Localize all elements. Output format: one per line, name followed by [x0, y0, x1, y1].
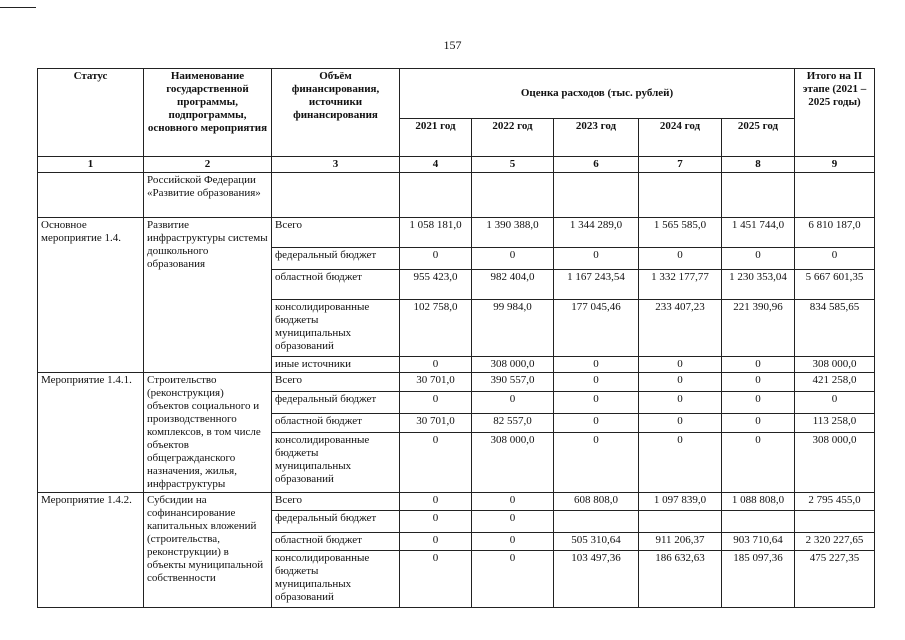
year-value-cell: 0: [400, 391, 472, 414]
continuation-cell: [472, 173, 554, 218]
year-value-cell: 1 230 353,04: [722, 270, 795, 300]
year-value-cell: 99 984,0: [472, 300, 554, 357]
year-value-cell: 1 344 289,0: [554, 218, 639, 248]
status-cell: Основное мероприятие 1.4.: [38, 218, 144, 373]
year-value-cell: 0: [400, 432, 472, 492]
year-value-cell: 0: [554, 414, 639, 433]
table-row: [38, 493, 875, 511]
continuation-status: [38, 173, 144, 218]
continuation-name: Российской Федерации «Развитие образования»: [144, 173, 272, 218]
year-value-cell: 0: [639, 432, 722, 492]
header-status: Статус: [38, 69, 144, 157]
year-value-cell: 1 167 243,54: [554, 270, 639, 300]
total-value-cell: 0: [795, 391, 875, 414]
page-number: 157: [443, 38, 462, 52]
program-name-cell: Субсидии на софинансирование капитальных вложений (строительства, реконструкции) в объекты муниципальной собственности: [144, 493, 272, 608]
year-value-cell: 0: [400, 511, 472, 533]
total-value-cell: 2 795 455,0: [795, 493, 875, 511]
col-number: 6: [554, 157, 639, 173]
year-value-cell: 0: [472, 391, 554, 414]
year-value-cell: 177 045,46: [554, 300, 639, 357]
status-cell: Мероприятие 1.4.1.: [38, 373, 144, 493]
year-value-cell: 1 451 744,0: [722, 218, 795, 248]
total-value-cell: 308 000,0: [795, 432, 875, 492]
funding-source-cell: иные источники: [272, 357, 400, 373]
funding-source-cell: областной бюджет: [272, 533, 400, 551]
year-value-cell: 0: [554, 432, 639, 492]
funding-source-cell: консолидированные бюджеты муниципальных образований: [272, 551, 400, 608]
total-value-cell: 2 320 227,65: [795, 533, 875, 551]
year-value-cell: 0: [472, 248, 554, 270]
program-name-cell: Развитие инфраструктуры системы дошкольного образования: [144, 218, 272, 373]
year-value-cell: 0: [722, 248, 795, 270]
status-cell: Мероприятие 1.4.2.: [38, 493, 144, 608]
year-value-cell: 102 758,0: [400, 300, 472, 357]
year-value-cell: 308 000,0: [472, 357, 554, 373]
total-value-cell: 308 000,0: [795, 357, 875, 373]
funding-source-cell: консолидированные бюджеты муниципальных образований: [272, 300, 400, 357]
table-body: [38, 157, 875, 608]
program-name-cell: Строительство (реконструкция) объектов социального и производственного комплексов, в том числе объектов общегражданского назначения, жилья, инфраструктуры: [144, 373, 272, 493]
top-rule: [0, 7, 36, 8]
header-total: Итого на II этапе (2021 – 2025 годы): [795, 69, 875, 157]
total-value-cell: 6 810 187,0: [795, 218, 875, 248]
year-value-cell: 0: [639, 373, 722, 392]
column-number-row: [38, 157, 875, 173]
year-value-cell: 0: [722, 357, 795, 373]
year-value-cell: 0: [639, 357, 722, 373]
funding-source-cell: Всего: [272, 373, 400, 392]
total-value-cell: 421 258,0: [795, 373, 875, 392]
year-value-cell: [639, 511, 722, 533]
funding-source-cell: федеральный бюджет: [272, 511, 400, 533]
year-value-cell: 0: [722, 414, 795, 433]
year-value-cell: 390 557,0: [472, 373, 554, 392]
year-value-cell: 82 557,0: [472, 414, 554, 433]
year-value-cell: 505 310,64: [554, 533, 639, 551]
year-value-cell: 0: [722, 373, 795, 392]
total-value-cell: 5 667 601,35: [795, 270, 875, 300]
year-value-cell: 0: [639, 391, 722, 414]
year-value-cell: 0: [722, 391, 795, 414]
year-value-cell: 0: [472, 533, 554, 551]
continuation-cell: [272, 173, 400, 218]
total-value-cell: 475 227,35: [795, 551, 875, 608]
budget-table: [37, 68, 875, 608]
col-number: 7: [639, 157, 722, 173]
table-row: [38, 373, 875, 392]
header-volume: Объём финансирования, источники финансирования: [272, 69, 400, 157]
year-value-cell: 1 088 808,0: [722, 493, 795, 511]
year-value-cell: 308 000,0: [472, 432, 554, 492]
continuation-row: [38, 173, 875, 218]
funding-source-cell: Всего: [272, 493, 400, 511]
header-year-2024: 2024 год: [639, 119, 722, 157]
continuation-cell: [639, 173, 722, 218]
header-year-2023: 2023 год: [554, 119, 639, 157]
year-value-cell: 903 710,64: [722, 533, 795, 551]
total-value-cell: 113 258,0: [795, 414, 875, 433]
year-value-cell: 0: [639, 248, 722, 270]
table-row: [38, 218, 875, 248]
year-value-cell: 1 565 585,0: [639, 218, 722, 248]
total-value-cell: [795, 511, 875, 533]
col-number: 2: [144, 157, 272, 173]
header-estimate: Оценка расходов (тыс. рублей): [400, 69, 795, 119]
col-number: 8: [722, 157, 795, 173]
year-value-cell: 0: [400, 248, 472, 270]
year-value-cell: 0: [554, 357, 639, 373]
total-value-cell: 834 585,65: [795, 300, 875, 357]
year-value-cell: 982 404,0: [472, 270, 554, 300]
year-value-cell: 30 701,0: [400, 414, 472, 433]
funding-source-cell: федеральный бюджет: [272, 391, 400, 414]
year-value-cell: 911 206,37: [639, 533, 722, 551]
year-value-cell: 0: [400, 551, 472, 608]
year-value-cell: 0: [472, 551, 554, 608]
year-value-cell: [722, 511, 795, 533]
funding-source-cell: консолидированные бюджеты муниципальных образований: [272, 432, 400, 492]
header-year-2025: 2025 год: [722, 119, 795, 157]
funding-source-cell: Всего: [272, 218, 400, 248]
year-value-cell: 0: [472, 511, 554, 533]
year-value-cell: 0: [639, 414, 722, 433]
total-value-cell: 0: [795, 248, 875, 270]
year-value-cell: 955 423,0: [400, 270, 472, 300]
funding-source-cell: областной бюджет: [272, 270, 400, 300]
col-number: 3: [272, 157, 400, 173]
continuation-cell: [554, 173, 639, 218]
year-value-cell: 1 332 177,77: [639, 270, 722, 300]
year-value-cell: 1 390 388,0: [472, 218, 554, 248]
continuation-cell: [400, 173, 472, 218]
year-value-cell: 0: [472, 493, 554, 511]
year-value-cell: [554, 511, 639, 533]
year-value-cell: 0: [400, 357, 472, 373]
col-number: 9: [795, 157, 875, 173]
year-value-cell: 0: [554, 373, 639, 392]
year-value-cell: 1 097 839,0: [639, 493, 722, 511]
year-value-cell: 1 058 181,0: [400, 218, 472, 248]
continuation-cell: [722, 173, 795, 218]
col-number: 5: [472, 157, 554, 173]
year-value-cell: 233 407,23: [639, 300, 722, 357]
header-name: Наименование государственной программы, подпрограммы, основного мероприятия: [144, 69, 272, 157]
col-number: 1: [38, 157, 144, 173]
header-year-2022: 2022 год: [472, 119, 554, 157]
year-value-cell: 30 701,0: [400, 373, 472, 392]
year-value-cell: 221 390,96: [722, 300, 795, 357]
funding-source-cell: областной бюджет: [272, 414, 400, 433]
col-number: 4: [400, 157, 472, 173]
funding-source-cell: федеральный бюджет: [272, 248, 400, 270]
continuation-cell: [795, 173, 875, 218]
year-value-cell: 185 097,36: [722, 551, 795, 608]
year-value-cell: 0: [722, 432, 795, 492]
year-value-cell: 608 808,0: [554, 493, 639, 511]
year-value-cell: 0: [400, 493, 472, 511]
header-year-2021: 2021 год: [400, 119, 472, 157]
year-value-cell: 0: [554, 248, 639, 270]
year-value-cell: 186 632,63: [639, 551, 722, 608]
year-value-cell: 0: [400, 533, 472, 551]
year-value-cell: 103 497,36: [554, 551, 639, 608]
year-value-cell: 0: [554, 391, 639, 414]
